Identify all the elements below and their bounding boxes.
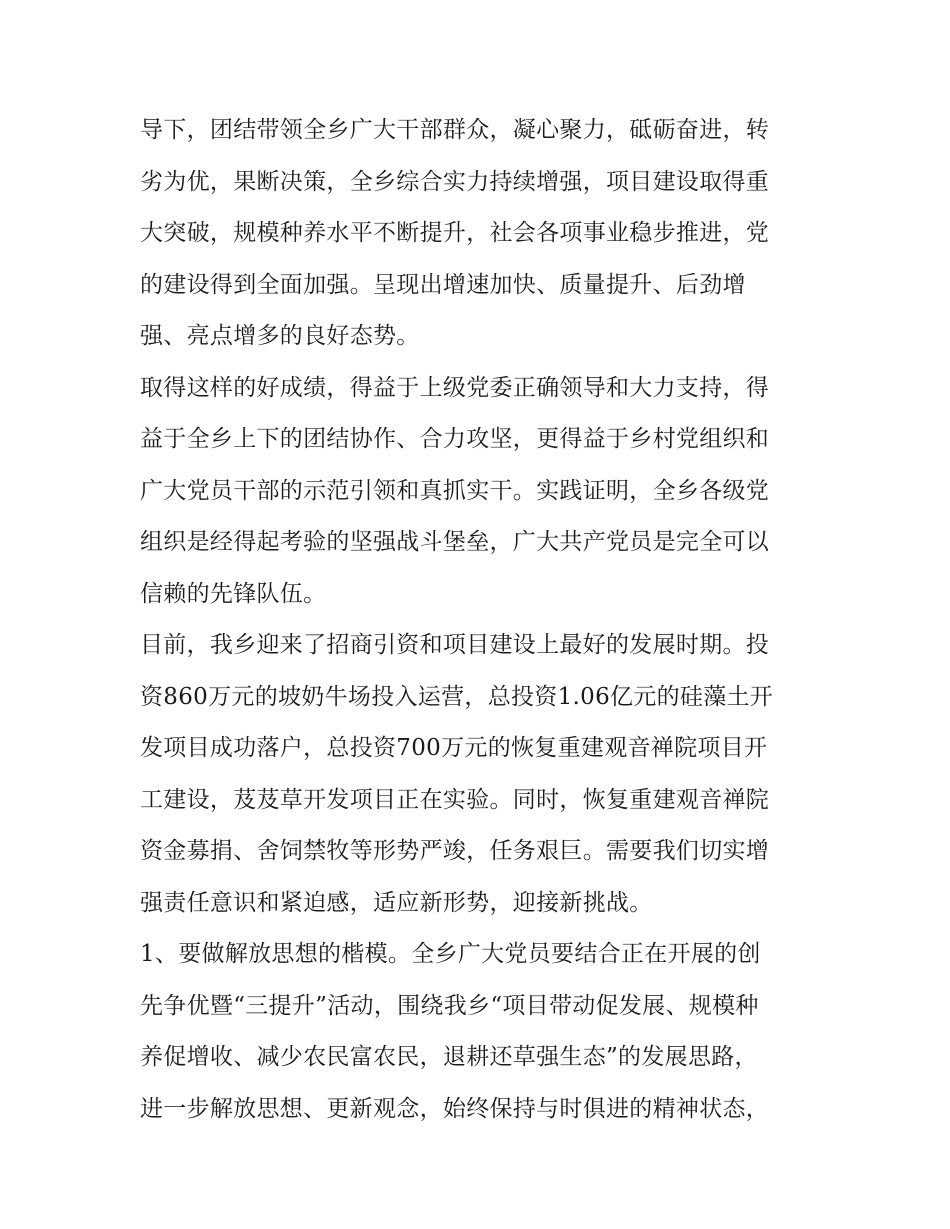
text-line: 强责任意识和紧迫感，适应新形势，迎接新挑战。 — [140, 889, 653, 916]
text-line: 目前，我乡迎来了招商引资和项目建设上最好的发展时期。投 — [140, 632, 770, 658]
text-line: 资金募捐、舍饲禁牧等形势严竣，任务艰巨。需要我们切实增 — [140, 838, 770, 864]
text-line: 强、亮点增多的良好态势。 — [140, 323, 420, 349]
text-line: 发项目成功落户，总投资700万元的恢复重建观音禅院项目开 — [140, 735, 768, 761]
text-line: 益于全乡上下的团结协作、合力攻坚，更得益于乡村党组织和 — [140, 426, 770, 452]
document-body — [140, 108, 820, 1138]
text-line: 的建设得到全面加强。呈现出增速加快、质量提升、后劲增 — [140, 271, 746, 298]
text-line: 取得这样的好成绩，得益于上级党委正确领导和大力支持，得 — [140, 374, 770, 401]
text-line: 组织是经得起考验的坚强战斗堡垒，广大共产党员是完全可以 — [140, 529, 770, 555]
text-line: 导下，团结带领全乡广大干部群众，凝心聚力，砥砺奋进，转 — [140, 117, 770, 143]
text-line: 工建设，芨芨草开发项目正在实验。同时，恢复重建观音禅院 — [140, 786, 770, 813]
text-line: 劣为优，果断决策，全乡综合实力持续增强，项目建设取得重 — [140, 168, 770, 195]
text-line: 先争优暨“三提升”活动，围绕我乡“项目带动促发展、规模种 — [140, 992, 759, 1019]
text-line: 养促增收、减少农民富农民，退耕还草强生态”的发展思路， — [140, 1044, 758, 1070]
text-line: 广大党员干部的示范引领和真抓实干。实践证明，全乡各级党 — [140, 477, 770, 504]
text-line: 大突破，规模种养水平不断提升，社会各项事业稳步推进，党 — [140, 220, 770, 246]
text-line: 进一步解放思想、更新观念，始终保持与时俱进的精神状态， — [140, 1095, 770, 1122]
text-line: 信赖的先锋队伍。 — [140, 580, 327, 607]
text-line: 1、要做解放思想的楷模。全乡广大党员要结合正在开展的创 — [140, 941, 761, 967]
text-line: 资860万元的坡奶牛场投入运营，总投资1.06亿元的硅藻土开 — [140, 683, 774, 710]
